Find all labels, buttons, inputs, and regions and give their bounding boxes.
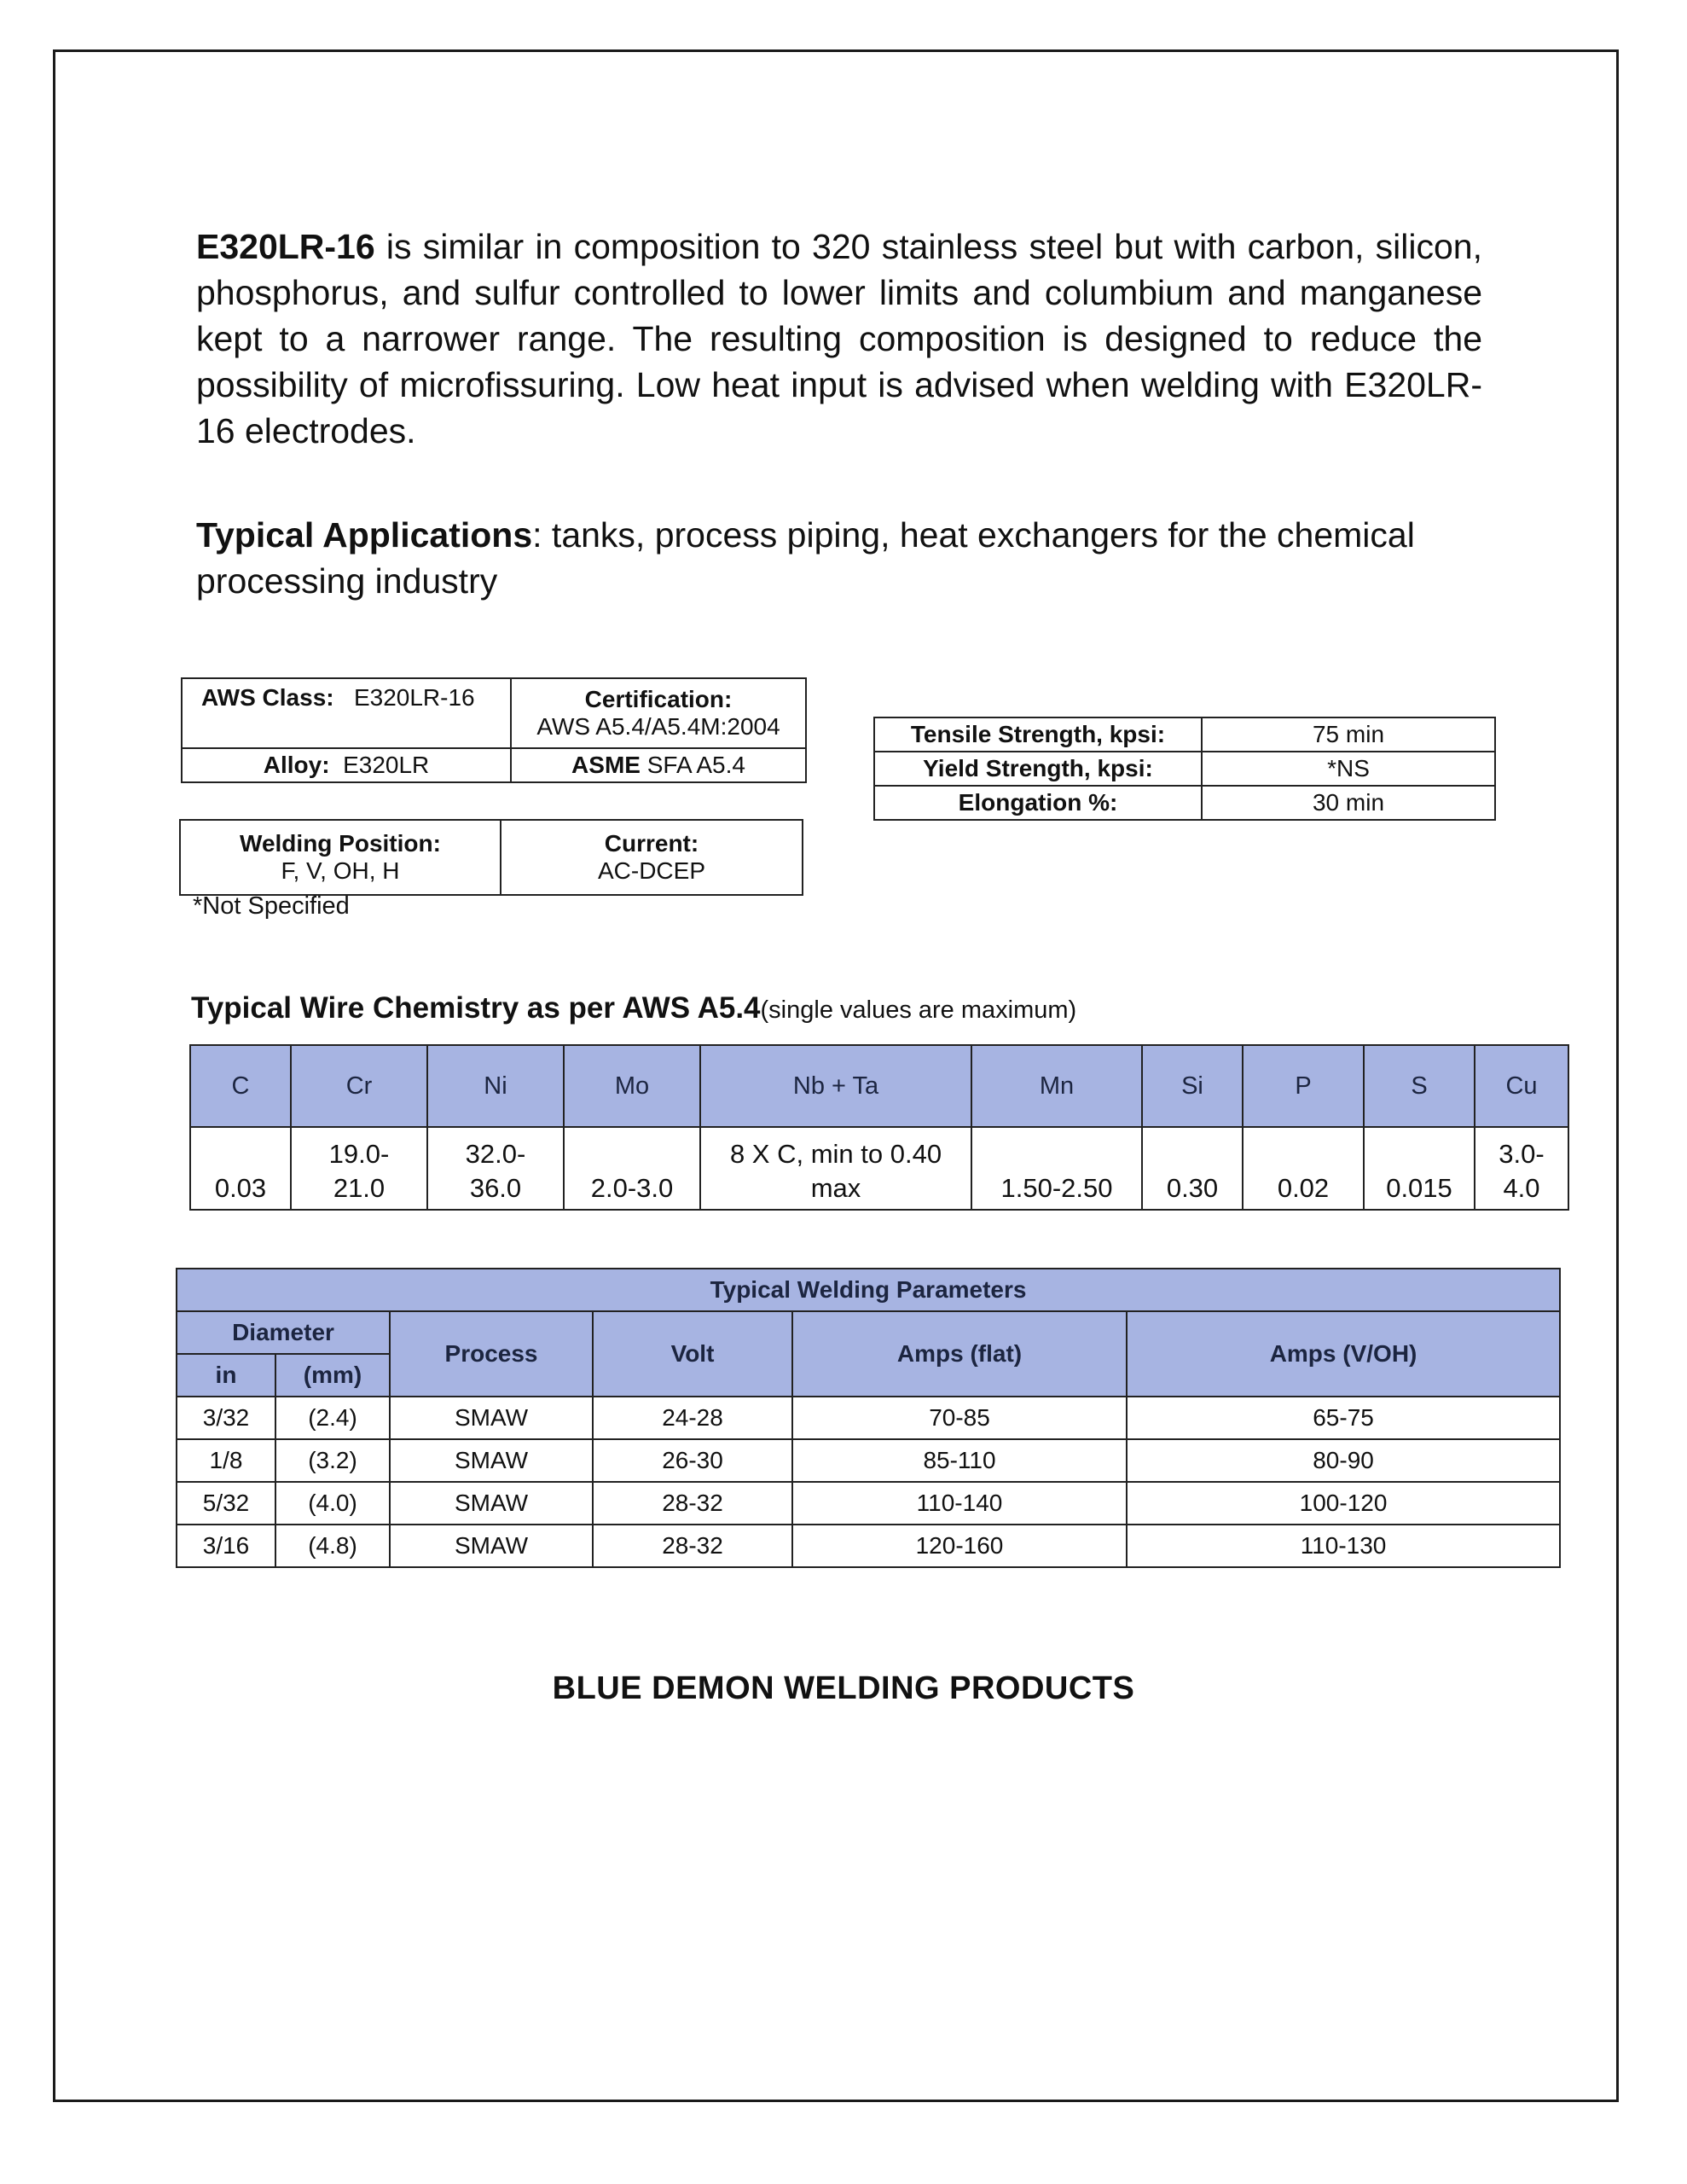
alloy-value: E320LR — [343, 752, 430, 778]
certification-cell — [511, 678, 806, 748]
amps-voh-cell: 80-90 — [1127, 1439, 1560, 1482]
volt-cell: 24-28 — [593, 1397, 792, 1439]
current-cell — [501, 820, 803, 895]
diameter-in: 3/32 — [177, 1397, 275, 1439]
mechanical-value: *NS — [1202, 752, 1495, 786]
amps-flat-cell: 110-140 — [792, 1482, 1127, 1525]
not-specified-note: *Not Specified — [193, 892, 350, 920]
diameter-mm: (4.8) — [275, 1525, 390, 1567]
asme-cell — [511, 748, 806, 782]
amps-flat-cell: 85-110 — [792, 1439, 1127, 1482]
diameter-in: 1/8 — [177, 1439, 275, 1482]
diameter-mm: (2.4) — [275, 1397, 390, 1439]
chem-value: 2.0-3.0 — [564, 1127, 700, 1210]
chem-value: 0.02 — [1243, 1127, 1364, 1210]
alloy-label: Alloy: — [263, 752, 330, 778]
table-row — [177, 1482, 1560, 1525]
chem-header: Si — [1142, 1045, 1243, 1127]
process-cell: SMAW — [390, 1525, 593, 1567]
in-header: in — [177, 1354, 275, 1397]
alloy-cell — [182, 748, 511, 782]
product-name: E320LR-16 — [196, 227, 375, 266]
amps-voh-header: Amps (V/OH) — [1127, 1311, 1560, 1397]
mechanical-properties-table — [873, 717, 1496, 821]
table-row — [177, 1525, 1560, 1567]
chem-value: 8 X C, min to 0.40 max — [700, 1127, 971, 1210]
welding-position-cell — [180, 820, 501, 895]
certification-label: Certification: — [584, 686, 733, 712]
chem-header: Cr — [291, 1045, 427, 1127]
applications-colon: : — [532, 515, 542, 555]
aws-class-value: E320LR-16 — [353, 684, 475, 711]
class-certification-table — [181, 677, 807, 783]
applications-label: Typical Applications — [196, 515, 533, 555]
chem-value: 0.30 — [1142, 1127, 1243, 1210]
chem-value: 1.50-2.50 — [971, 1127, 1142, 1210]
chem-header: C — [190, 1045, 291, 1127]
table-row — [177, 1439, 1560, 1482]
table-row — [177, 1397, 1560, 1439]
volt-header: Volt — [593, 1311, 792, 1397]
mm-header: (mm) — [275, 1354, 390, 1397]
asme-value: SFA A5.4 — [640, 752, 745, 778]
diameter-in: 5/32 — [177, 1482, 275, 1525]
chemistry-title — [191, 991, 1076, 1025]
applications-text: tanks, process piping, heat exchangers for the chemical processing industry — [196, 515, 1415, 601]
mechanical-value: 75 min — [1202, 717, 1495, 752]
process-cell: SMAW — [390, 1439, 593, 1482]
amps-flat-header: Amps (flat) — [792, 1311, 1127, 1397]
position-current-table — [179, 819, 803, 896]
mechanical-label: Elongation %: — [874, 786, 1202, 820]
diameter-in: 3/16 — [177, 1525, 275, 1567]
current-label: Current: — [604, 830, 699, 857]
volt-cell: 28-32 — [593, 1525, 792, 1567]
chem-value: 3.0- 4.0 — [1475, 1127, 1568, 1210]
welding-position-label: Welding Position: — [240, 830, 441, 857]
diameter-mm: (4.0) — [275, 1482, 390, 1525]
welding-parameters-table — [176, 1268, 1561, 1568]
intro-paragraph — [196, 224, 1482, 454]
mechanical-label: Tensile Strength, kpsi: — [874, 717, 1202, 752]
process-cell: SMAW — [390, 1397, 593, 1439]
aws-class-cell — [182, 678, 511, 748]
welding-position-value: F, V, OH, H — [281, 857, 400, 884]
volt-cell: 26-30 — [593, 1439, 792, 1482]
aws-class-label: AWS Class: — [201, 684, 334, 711]
chem-value: 32.0- 36.0 — [427, 1127, 564, 1210]
chem-header: P — [1243, 1045, 1364, 1127]
intro-text: is similar in composition to 320 stainless steel but with carbon, silicon, phosphorus, and sulfur controlled to lower limits and columbium and manganese kept to a narrower range. The resulting composition is designed to reduce the possibility of microfissuring. Low heat input is advised when welding with E320LR-16 electrodes. — [196, 227, 1482, 450]
chemistry-table — [189, 1044, 1569, 1211]
chem-value: 0.03 — [190, 1127, 291, 1210]
amps-voh-cell: 110-130 — [1127, 1525, 1560, 1567]
diameter-mm: (3.2) — [275, 1439, 390, 1482]
mechanical-label: Yield Strength, kpsi: — [874, 752, 1202, 786]
diameter-header: Diameter — [177, 1311, 390, 1354]
chem-header: Cu — [1475, 1045, 1568, 1127]
process-header: Process — [390, 1311, 593, 1397]
chem-header: Mn — [971, 1045, 1142, 1127]
process-cell: SMAW — [390, 1482, 593, 1525]
company-footer: BLUE DEMON WELDING PRODUCTS — [552, 1670, 1135, 1706]
typical-applications — [196, 512, 1482, 604]
welding-title: Typical Welding Parameters — [177, 1269, 1560, 1311]
current-value: AC-DCEP — [597, 857, 705, 884]
chem-header: Nb + Ta — [700, 1045, 971, 1127]
volt-cell: 28-32 — [593, 1482, 792, 1525]
amps-voh-cell: 100-120 — [1127, 1482, 1560, 1525]
chemistry-title-bold: Typical Wire Chemistry as per AWS A5.4 — [191, 991, 761, 1025]
chem-value: 0.015 — [1364, 1127, 1475, 1210]
amps-flat-cell: 70-85 — [792, 1397, 1127, 1439]
mechanical-value: 30 min — [1202, 786, 1495, 820]
chem-header: Mo — [564, 1045, 700, 1127]
amps-voh-cell: 65-75 — [1127, 1397, 1560, 1439]
asme-label: ASME — [571, 752, 641, 778]
amps-flat-cell: 120-160 — [792, 1525, 1127, 1567]
chem-header: Ni — [427, 1045, 564, 1127]
chem-header: S — [1364, 1045, 1475, 1127]
chemistry-title-note: (single values are maximum) — [760, 996, 1077, 1024]
chem-value: 19.0- 21.0 — [291, 1127, 427, 1210]
certification-value: AWS A5.4/A5.4M:2004 — [536, 713, 780, 740]
